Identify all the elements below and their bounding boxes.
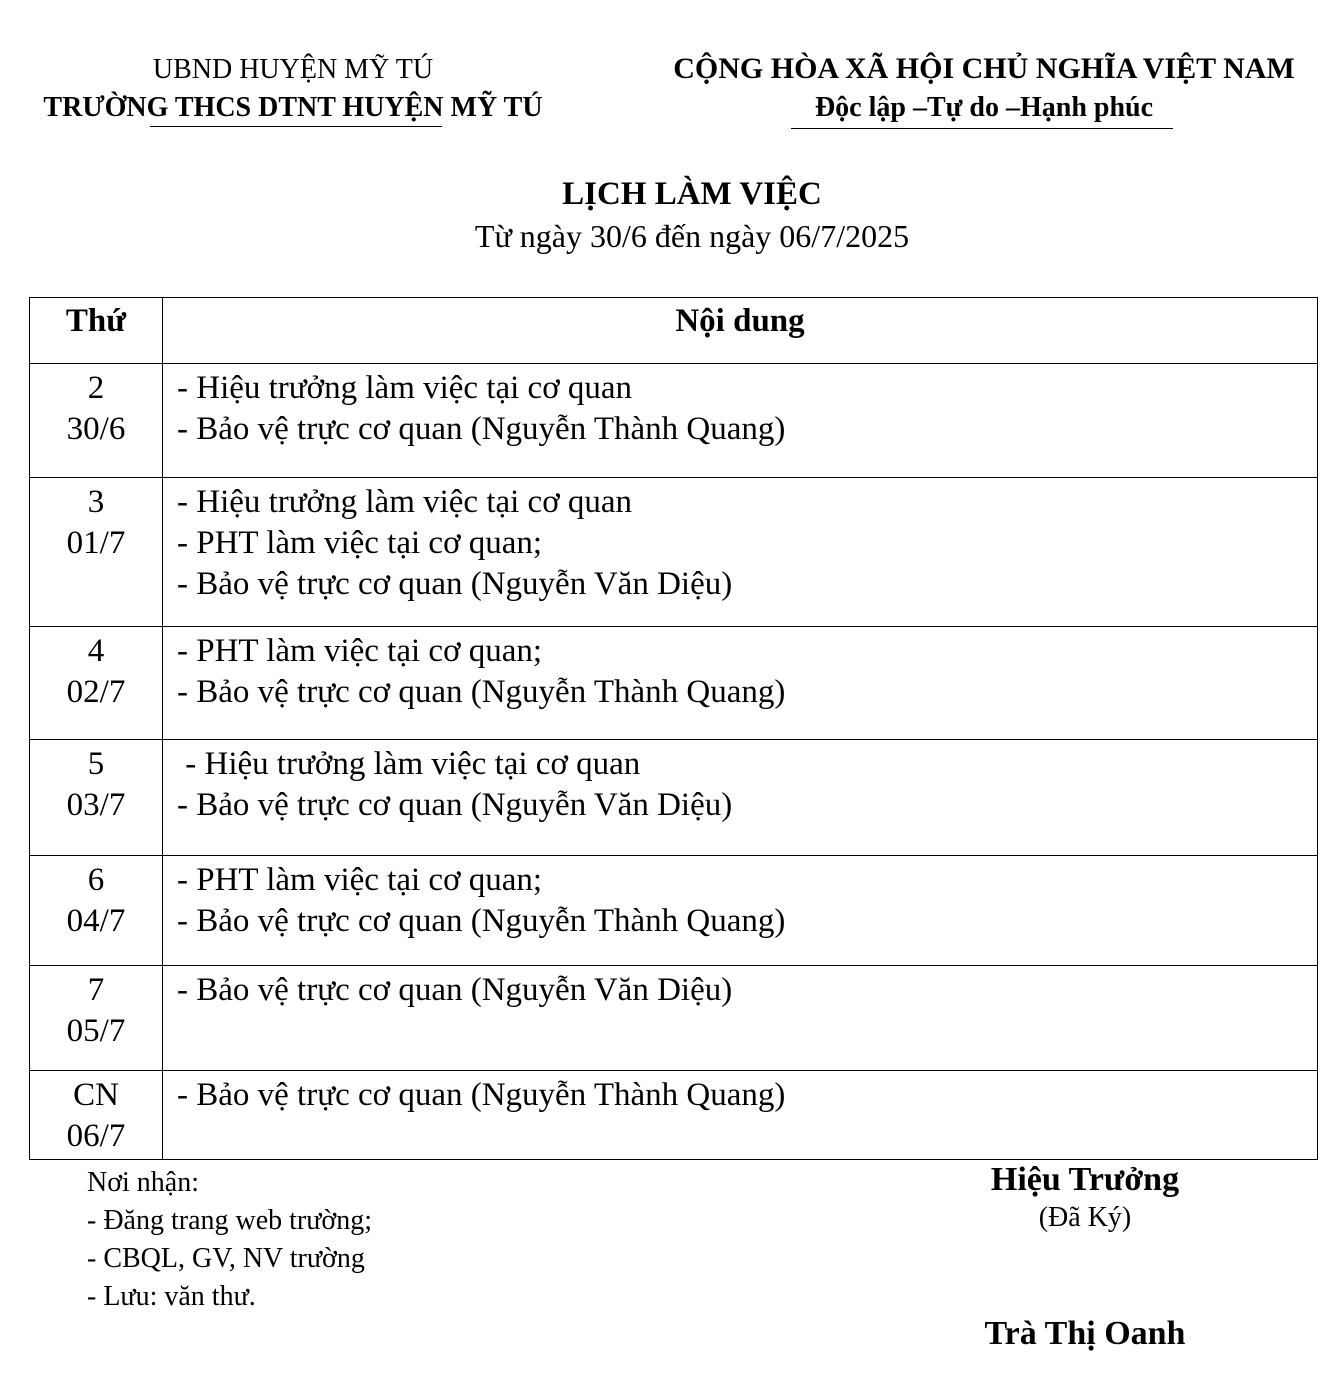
content-item: - Hiệu trưởng làm việc tại cơ quan [177, 746, 641, 782]
day-label: 6 [87, 862, 105, 898]
document-title: LỊCH LÀM VIỆC [562, 176, 822, 212]
national-title: CỘNG HÒA XÃ HỘI CHỦ NGHĨA VIỆT NAM [673, 52, 1295, 85]
day-cell [30, 1071, 163, 1160]
recipient-item: - Lưu: văn thư. [87, 1281, 256, 1312]
table-row [30, 364, 1318, 478]
content-item: - PHT làm việc tại cơ quan; [177, 633, 543, 669]
date-label: 04/7 [66, 903, 126, 939]
day-label: CN [73, 1077, 119, 1113]
national-header [648, 50, 1320, 128]
content-cell [163, 740, 1318, 856]
motto-underline [791, 128, 1173, 129]
content-cell [163, 856, 1318, 966]
issuer-line-2: TRƯỜNG THCS DTNT HUYỆN MỸ TÚ [43, 92, 543, 123]
recipients-block [87, 1164, 372, 1316]
national-motto: Độc lập –Tự do –Hạnh phúc [814, 92, 1154, 123]
date-label: 30/6 [66, 411, 126, 447]
day-cell [30, 966, 163, 1071]
date-label: 03/7 [66, 787, 126, 823]
signer-name: Trà Thị Oanh [984, 1315, 1186, 1352]
day-label: 2 [87, 370, 105, 406]
content-item: - Bảo vệ trực cơ quan (Nguyễn Văn Diệu) [177, 972, 733, 1008]
header-day: Thứ [30, 298, 163, 364]
content-cell [163, 478, 1318, 627]
table-header-row [30, 298, 1318, 364]
signed-note: (Đã Ký) [1038, 1202, 1132, 1233]
content-item: - Bảo vệ trực cơ quan (Nguyễn Thành Quang) [177, 903, 786, 939]
issuer-underline [150, 126, 442, 127]
header-content: Nội dung [163, 298, 1318, 364]
table-row [30, 966, 1318, 1071]
day-cell [30, 627, 163, 740]
content-item: - Hiệu trưởng làm việc tại cơ quan [177, 370, 633, 406]
recipient-item: - Đăng trang web trường; [87, 1205, 373, 1236]
day-cell [30, 856, 163, 966]
day-cell [30, 478, 163, 627]
day-cell [30, 740, 163, 856]
date-label: 02/7 [66, 674, 126, 710]
table-row [30, 740, 1318, 856]
day-label: 3 [87, 484, 105, 520]
signer-title: Hiệu Trưởng [990, 1161, 1180, 1198]
date-label: 05/7 [66, 1013, 126, 1049]
content-cell [163, 1071, 1318, 1160]
recipients-heading: Nơi nhận: [87, 1167, 200, 1198]
day-label: 4 [87, 633, 105, 669]
content-item: - PHT làm việc tại cơ quan; [177, 525, 543, 561]
content-item: - Bảo vệ trực cơ quan (Nguyễn Văn Diệu) [177, 787, 733, 823]
schedule-table [29, 297, 1318, 1160]
recipient-item: - CBQL, GV, NV trường [87, 1243, 365, 1274]
issuer-header [8, 52, 578, 128]
day-cell [30, 364, 163, 478]
content-cell [163, 966, 1318, 1071]
content-item: - Bảo vệ trực cơ quan (Nguyễn Thành Quang) [177, 1077, 786, 1113]
content-cell [163, 627, 1318, 740]
table-row [30, 1071, 1318, 1160]
content-cell [163, 364, 1318, 478]
content-item: - Bảo vệ trực cơ quan (Nguyễn Thành Quang) [177, 674, 786, 710]
content-item: - PHT làm việc tại cơ quan; [177, 862, 543, 898]
date-label: 06/7 [66, 1118, 126, 1154]
date-label: 01/7 [66, 525, 126, 561]
day-label: 7 [87, 972, 105, 1008]
table-row [30, 478, 1318, 627]
table-row [30, 627, 1318, 740]
document-subtitle: Từ ngày 30/6 đến ngày 06/7/2025 [474, 218, 910, 254]
table-row [30, 856, 1318, 966]
issuer-line-1: UBND HUYỆN MỸ TÚ [152, 54, 434, 85]
content-item: - Bảo vệ trực cơ quan (Nguyễn Văn Diệu) [177, 566, 733, 602]
content-item: - Hiệu trưởng làm việc tại cơ quan [177, 484, 633, 520]
day-label: 5 [87, 746, 105, 782]
content-item: - Bảo vệ trực cơ quan (Nguyễn Thành Quang) [177, 411, 786, 447]
